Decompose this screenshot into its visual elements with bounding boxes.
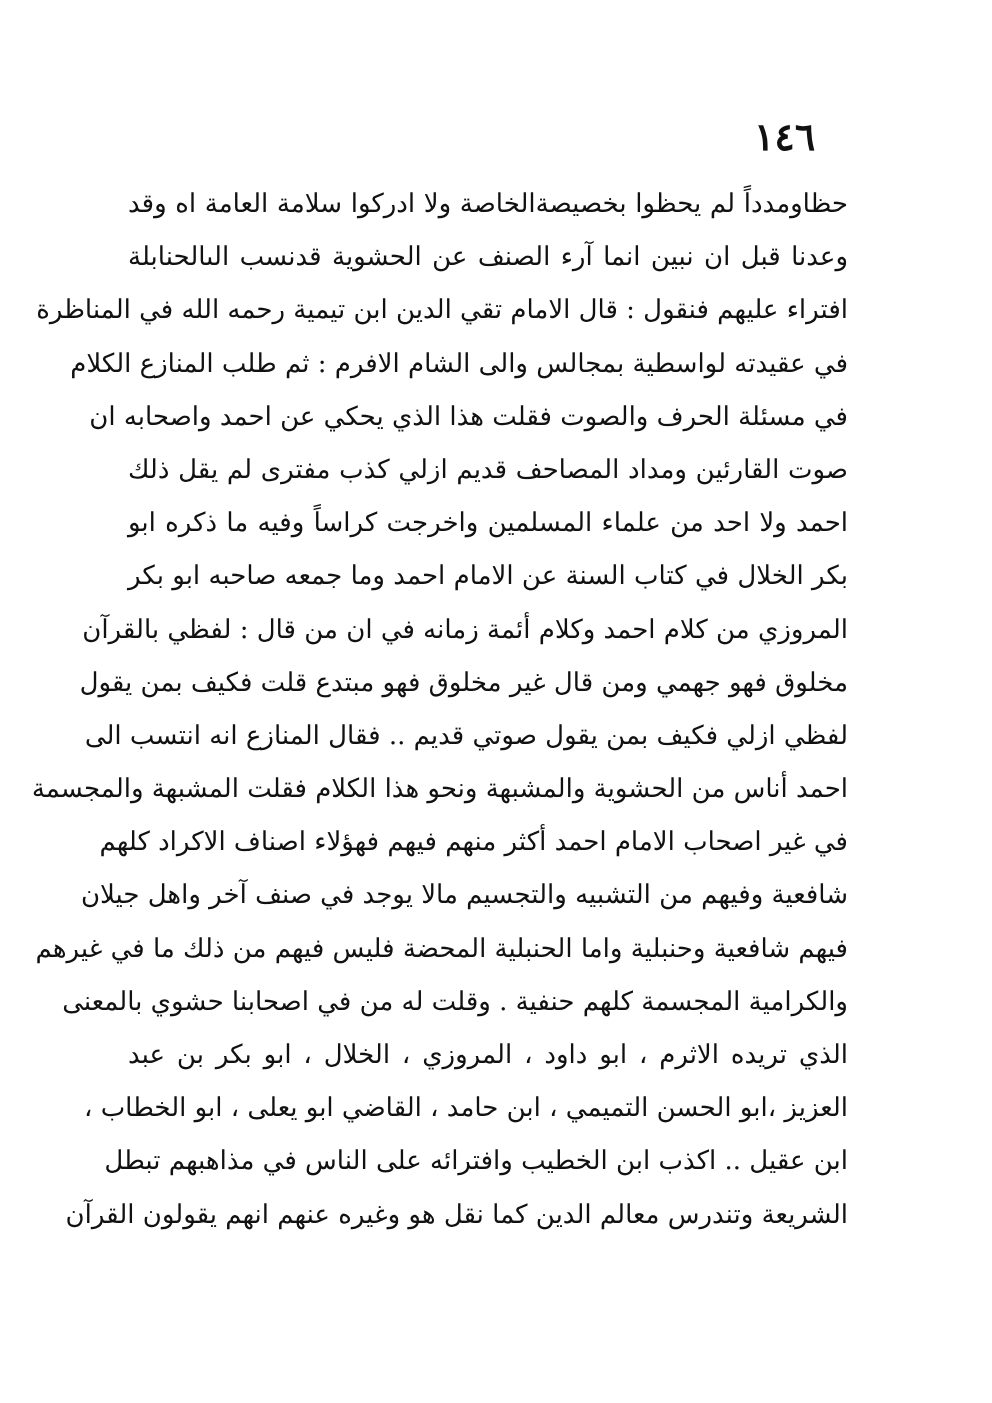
- text-line: بكر الخلال في كتاب السنة عن الامام احمد وما جمعه صاحبه ابو بكر: [128, 561, 848, 592]
- text-line: في عقيدته لواسطية بمجالس والى الشام الافرم : ثم طلب المنازع الكلام: [70, 348, 848, 379]
- text-line: صوت القارئين ومداد المصاحف قديم ازلي كذب مفترى لم يقل ذلك: [128, 454, 848, 485]
- text-line: فيهم شافعية وحنبلية واما الحنبلية المحضة فليس فيهم من ذلك ما في غيرهم: [35, 933, 848, 964]
- text-line: افتراء عليهم فنقول : قال الامام تقي الدين ابن تيمية رحمه الله في المناظرة: [36, 295, 848, 326]
- text-line: احمد ولا احد من علماء المسلمين واخرجت كراساً وفيه ما ذكره ابو: [128, 508, 848, 539]
- text-line: مخلوق فهو جهمي ومن قال غير مخلوق فهو مبتدع قلت فكيف بمن يقول: [79, 667, 848, 698]
- text-line: احمد أناس من الحشوية والمشبهة ونحو هذا الكلام فقلت المشبهة والمجسمة: [31, 774, 848, 805]
- text-line: حظاومدداً لم يحظوا بخصيصةالخاصة ولا ادركوا سلامة العامة اه وقد: [128, 189, 848, 219]
- text-line: العزيز ،ابو الحسن التميمي ، ابن حامد ، القاضي ابو يعلى ، ابو الخطاب ،: [84, 1093, 848, 1124]
- text-line: ابن عقيل .. اكذب ابن الخطيب وافترائه على الناس في مذاهبهم تبطل: [104, 1146, 848, 1177]
- text-line: المروزي من كلام احمد وكلام أئمة زمانه في ان من قال : لفظي بالقرآن: [82, 614, 848, 645]
- text-line: شافعية وفيهم من التشبيه والتجسيم مالا يوجد في صنف آخر واهل جيلان: [80, 880, 848, 911]
- text-line: الذي تريده الاثرم ، ابو داود ، المروزي ، الخلال ، ابو بكر بن عبد: [128, 1040, 848, 1070]
- text-line: والكرامية المجسمة كلهم حنفية . وقلت له من في اصحابنا حشوي بالمعنى: [62, 986, 848, 1017]
- text-line: في مسئلة الحرف والصوت فقلت هذا الذي يحكي عن احمد واصحابه ان: [89, 401, 848, 432]
- text-line: لفظي ازلي فكيف بمن يقول صوتي قديم .. فقال المنازع انه انتسب الى: [84, 720, 848, 751]
- page-number: ١٤٦: [754, 114, 816, 159]
- text-line: وعدنا قبل ان نبين انما آرء الصنف عن الحشوية قدنسب الىالحنابلة: [128, 242, 848, 273]
- text-line: الشريعة وتندرس معالم الدين كما نقل هو وغيره عنهم انهم يقولون القرآن: [65, 1199, 848, 1230]
- text-line: في غير اصحاب الامام احمد أكثر منهم فيهم فهؤلاء اصناف الاكراد كلهم: [99, 827, 848, 858]
- body-text: [31, 178, 848, 1242]
